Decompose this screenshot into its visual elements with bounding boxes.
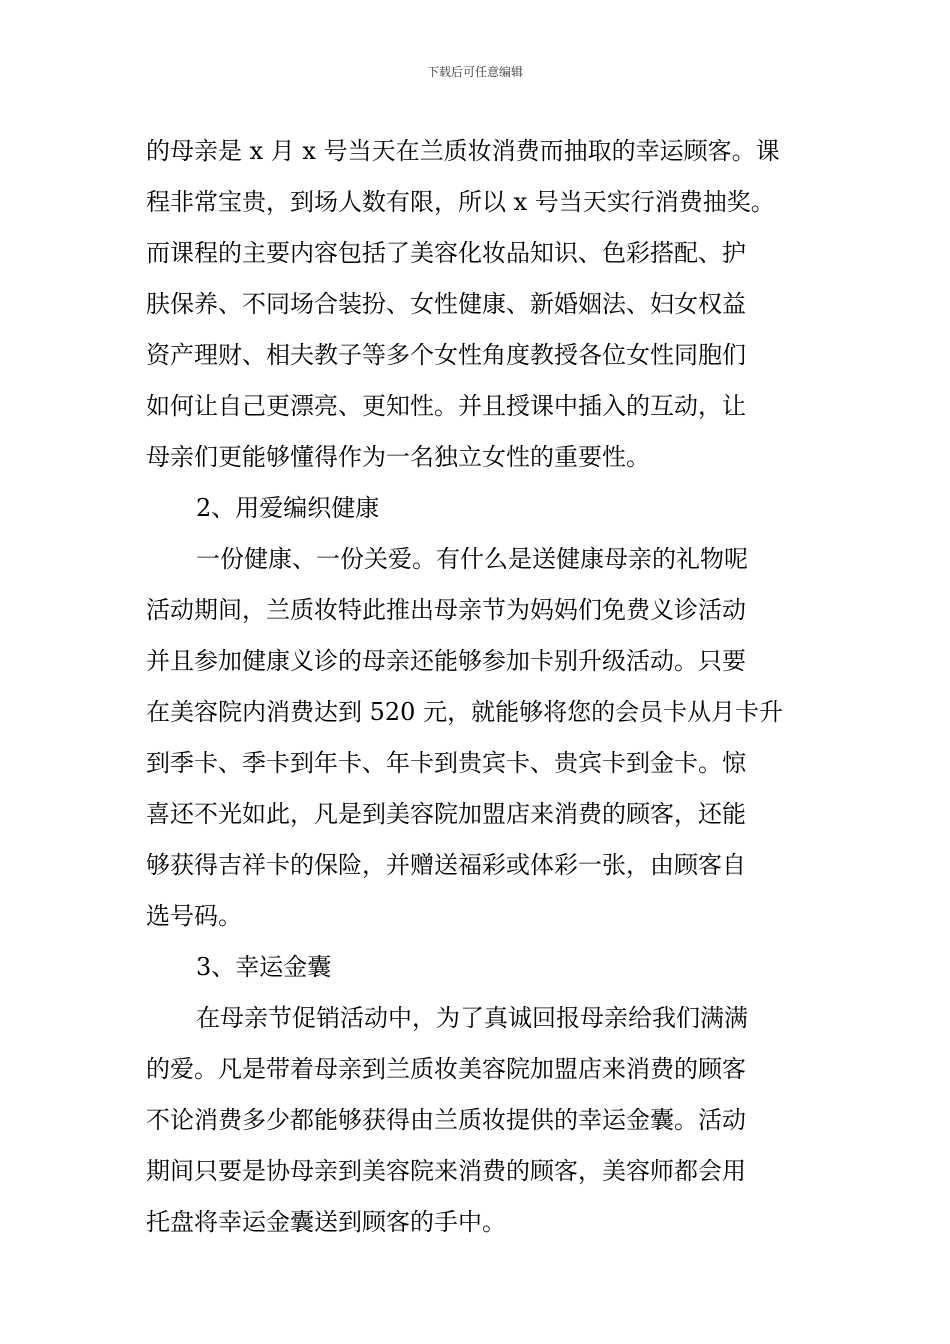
page-header: 下载后可任意编辑 <box>426 65 523 79</box>
paragraph-line: 的爱。凡是带着母亲到兰质妆美容院加盟店来消费的顾客 <box>146 1055 746 1083</box>
paragraph-line: 如何让自己更漂亮、更知性。并且授课中插入的互动，让 <box>146 392 746 420</box>
section-heading: 2、用爱编织健康 <box>196 494 380 522</box>
section-heading: 3、幸运金囊 <box>196 953 332 981</box>
paragraph-line: 在美容院内消费达到 520 元，就能够将您的会员卡从月卡升 <box>146 698 784 726</box>
paragraph-line: 不论消费多少都能够获得由兰质妆提供的幸运金囊。活动 <box>146 1106 746 1134</box>
paragraph-line: 选号码。 <box>146 902 242 930</box>
paragraph-line: 并且参加健康义诊的母亲还能够参加卡别升级活动。只要 <box>146 647 746 675</box>
paragraph-line: 程非常宝贵，到场人数有限，所以 x 号当天实行消费抽奖。 <box>146 188 775 216</box>
paragraph-line: 到季卡、季卡到年卡、年卡到贵宾卡、贵宾卡到金卡。惊 <box>146 749 746 777</box>
paragraph-line: 在母亲节促销活动中，为了真诚回报母亲给我们满满 <box>196 1004 748 1032</box>
paragraph-line: 的母亲是 x 月 x 号当天在兰质妆消费而抽取的幸运顾客。课 <box>146 137 780 165</box>
paragraph-line: 而课程的主要内容包括了美容化妆品知识、色彩搭配、护 <box>146 239 746 267</box>
paragraph-line: 活动期间，兰质妆特此推出母亲节为妈妈们免费义诊活动 <box>146 596 746 624</box>
paragraph-line: 喜还不光如此，凡是到美容院加盟店来消费的顾客，还能 <box>146 800 746 828</box>
paragraph-line: 一份健康、一份关爱。有什么是送健康母亲的礼物呢 <box>196 545 748 573</box>
document-body <box>146 126 808 1248</box>
paragraph-line: 肤保养、不同场合装扮、女性健康、新婚姻法、妇女权益 <box>146 290 746 318</box>
paragraph-line: 期间只要是协母亲到美容院来消费的顾客，美容师都会用 <box>146 1157 746 1185</box>
paragraph-line: 够获得吉祥卡的保险，并赠送福彩或体彩一张，由顾客自 <box>146 851 746 879</box>
paragraph-line: 母亲们更能够懂得作为一名独立女性的重要性。 <box>146 443 650 471</box>
paragraph-line: 资产理财、相夫教子等多个女性角度教授各位女性同胞们 <box>146 341 746 369</box>
paragraph-line: 托盘将幸运金囊送到顾客的手中。 <box>146 1208 506 1236</box>
